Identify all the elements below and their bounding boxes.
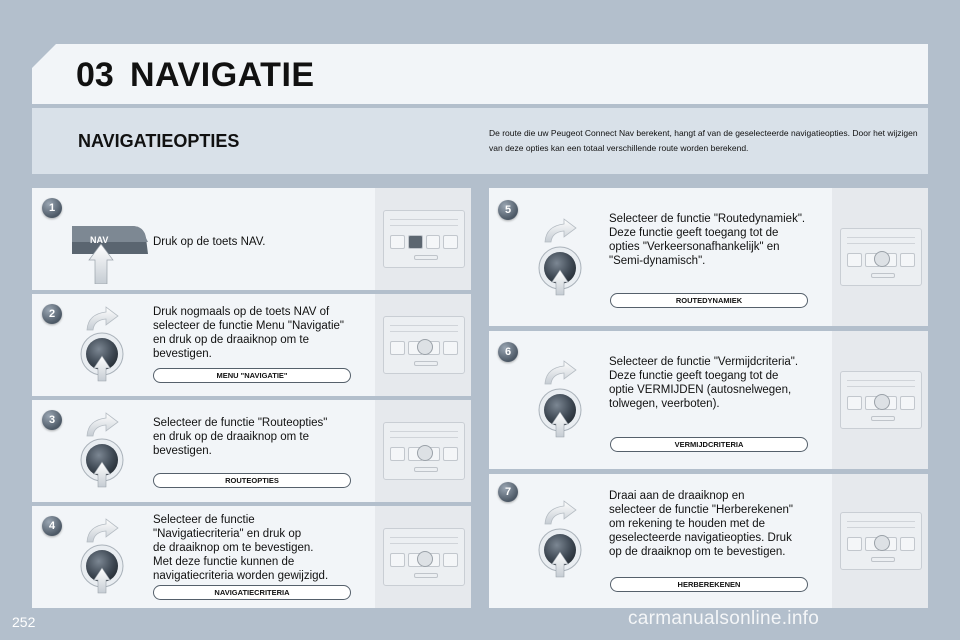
radio-console-image [832,474,928,608]
watermark: carmanualsonline.info [628,608,820,629]
rotary-knob-icon [538,528,582,578]
radio-console-image [375,188,471,290]
press-arrow-icon [88,244,114,284]
step-5-text: Selecteer de functie "Routedynamiek". Deze functie geeft toegang tot de opties "Verkeersonafhankelijk" en "Semi-dynamisch". [609,213,806,267]
chapter-title: NAVIGATIE [130,56,315,94]
rotate-arrow-icon [84,306,120,332]
radio-console-image [375,400,471,502]
step-2-menu-label: MENU "NAVIGATIE" [153,368,351,383]
rotary-knob-icon [538,388,582,438]
step-4-menu-label: NAVIGATIECRITERIA [153,585,351,600]
step-7-text: Draai aan de draaiknop en selecteer de functie "Herberekenen" om rekening te houden met de geselecteerde navigatieopties. Druk op de draaiknop om te bevestigen. [609,490,793,558]
step-6-text: Selecteer de functie "Vermijdcriteria". Deze functie geeft toegang tot de optie VERMIJDEN (autosnelwegen, tolwegen, veerboten). [609,356,799,410]
rotary-knob-icon [538,246,582,296]
step-badge: 5 [498,200,518,220]
step-4-text: Selecteer de functie "Navigatiecriteria" en druk op de draaiknop om te bevestigen. Met deze functie kunnen de navigatiecriteria worden gewijzigd. [153,514,329,582]
rotate-arrow-icon [84,518,120,544]
step-badge: 7 [498,482,518,502]
nav-key-label: NAV [90,235,109,245]
section-title: NAVIGATIEOPTIES [78,131,240,151]
step-2-text: Druk nogmaals op de toets NAV of selecteer de functie Menu "Navigatie" en druk op de draaiknop om te bevestigen. [153,306,344,360]
radio-console-image [375,506,471,608]
intro-text: De route die uw Peugeot Connect Nav berekent, hangt af van de geselecteerde navigatieopties. Door het wijzigen van deze opties kan een totaal verschillende route worden berekend. [489,128,918,153]
rotary-knob-icon [80,544,124,594]
step-badge: 4 [42,516,62,536]
rotate-arrow-icon [542,500,578,526]
step-6-menu-label: VERMIJDCRITERIA [610,437,808,452]
rotate-arrow-icon [84,412,120,438]
rotary-knob-icon [80,438,124,488]
step-badge: 2 [42,304,62,324]
step-3-menu-label: ROUTEOPTIES [153,473,351,488]
rotate-arrow-icon [542,218,578,244]
step-badge: 1 [42,198,62,218]
rotary-knob-icon [80,332,124,382]
radio-console-image [832,188,928,326]
chapter-number: 03 [76,56,114,94]
page-number: 252 [12,614,36,630]
step-5-menu-label: ROUTEDYNAMIEK [610,293,808,308]
radio-console-image [832,331,928,469]
step-3-text: Selecteer de functie "Routeopties" en druk op de draaiknop om te bevestigen. [153,417,328,457]
radio-console-image [375,294,471,396]
rotate-arrow-icon [542,360,578,386]
step-badge: 6 [498,342,518,362]
step-badge: 3 [42,410,62,430]
step-7-menu-label: HERBEREKENEN [610,577,808,592]
step-1-text: Druk op de toets NAV. [153,236,266,248]
